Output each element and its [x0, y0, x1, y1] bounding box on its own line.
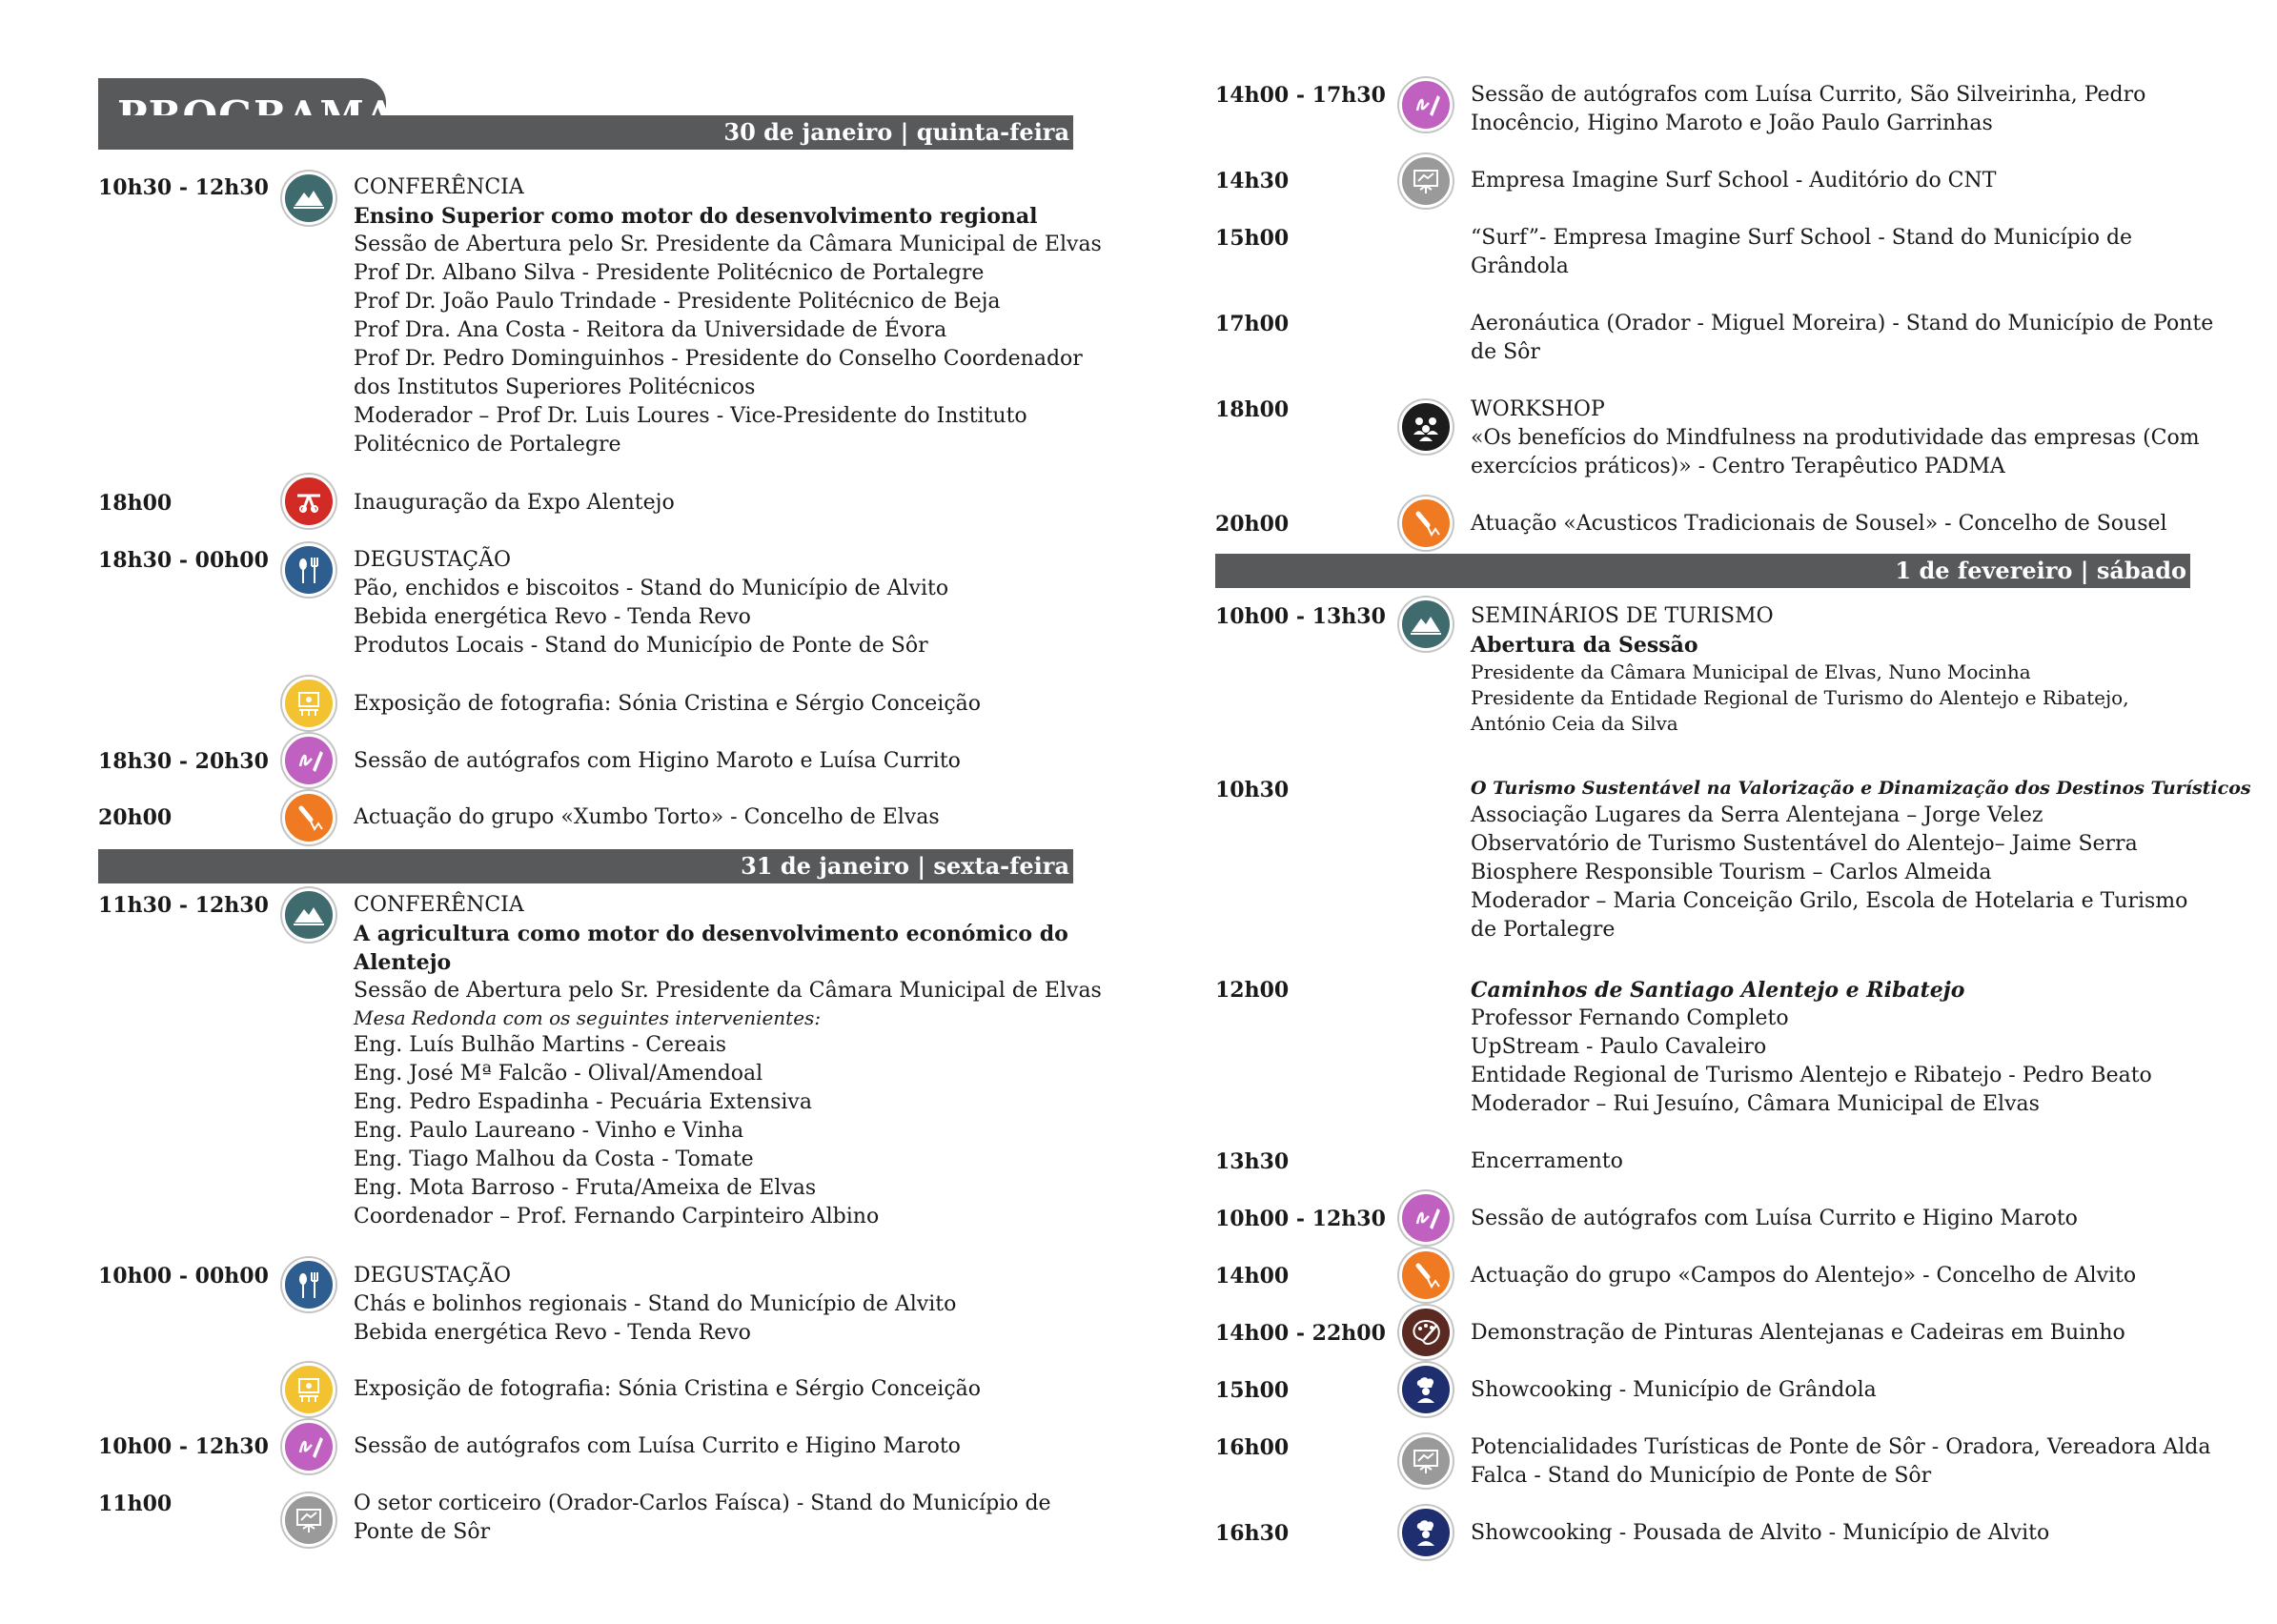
event-title: Alentejo — [354, 950, 452, 975]
event-line: Bebida energética Revo - Tenda Revo — [354, 605, 751, 629]
event-line: UpStream - Paulo Cavaleiro — [1471, 1035, 1767, 1059]
event-aeronautica — [1471, 310, 2214, 367]
event-title: A agricultura como motor do desenvolvimento económico do — [354, 922, 1068, 946]
event-seminarios-turismo — [1471, 602, 2195, 737]
event-line: Eng. José Mª Falcão - Olival/Amendoal — [354, 1062, 763, 1086]
event-time: 10h30 — [1215, 778, 1290, 802]
event-title: Inauguração da Expo Alentejo — [354, 491, 675, 515]
event-time: 15h00 — [1215, 1378, 1290, 1403]
event-performance — [354, 803, 1078, 832]
event-category: WORKSHOP — [1471, 397, 1605, 421]
event-line: Sessão de Abertura pelo Sr. Presidente da Câmara Municipal de Elvas — [354, 979, 1102, 1003]
cutlery-icon — [282, 543, 335, 597]
event-time: 10h00 - 12h30 — [98, 1434, 269, 1459]
event-pinturas — [1471, 1319, 2195, 1348]
workshop-group-icon — [1399, 400, 1453, 454]
microphone-icon — [282, 791, 335, 844]
chef-icon — [1399, 1363, 1453, 1416]
event-time: 17h00 — [1215, 312, 1290, 336]
event-time: 16h30 — [1215, 1521, 1290, 1546]
event-line: de Portalegre — [1471, 918, 1616, 942]
event-line: Prof Dr. Albano Silva - Presidente Politécnico de Portalegre — [354, 261, 985, 285]
mountain-icon — [1399, 598, 1453, 651]
event-line: dos Institutos Superiores Politécnicos — [354, 376, 756, 399]
event-title: Potencialidades Turísticas de Ponte de Sôr - Oradora, Vereadora Alda — [1471, 1435, 2211, 1459]
event-line: Moderador – Maria Conceição Grilo, Escola de Hotelaria e Turismo — [1471, 889, 2188, 913]
event-time: 14h00 - 17h30 — [1215, 83, 1386, 108]
event-title: Abertura da Sessão — [1471, 633, 1698, 658]
event-time: 10h00 - 12h30 — [1215, 1207, 1386, 1231]
event-line: Observatório de Turismo Sustentável do Alentejo– Jaime Serra — [1471, 832, 2138, 856]
event-imagine-surf — [1471, 167, 2195, 195]
event-line: António Ceia da Silva — [1471, 712, 1678, 735]
event-title: «Os benefícios do Mindfulness na produtividade das empresas (Com — [1471, 426, 2200, 450]
event-time: 18h00 — [98, 491, 173, 516]
event-category: CONFERÊNCIA — [354, 175, 524, 199]
event-potencialidades — [1471, 1433, 2211, 1491]
event-line: Moderador – Prof Dr. Luis Loures - Vice-Presidente do Instituto — [354, 404, 1027, 428]
presentation-board-icon — [1399, 1434, 1453, 1488]
event-photo-exhibition — [354, 690, 1078, 719]
event-line: Biosphere Responsible Tourism – Carlos Almeida — [1471, 861, 1992, 884]
event-time: 14h00 — [1215, 1264, 1290, 1289]
event-line: Eng. Paulo Laureano - Vinho e Vinha — [354, 1119, 744, 1143]
event-line: Pão, enchidos e biscoitos - Stand do Município de Alvito — [354, 577, 949, 600]
event-line: Chás e bolinhos regionais - Stand do Município de Alvito — [354, 1292, 957, 1316]
event-title: Showcooking - Município de Grândola — [1471, 1378, 1877, 1402]
event-title: Sessão de autógrafos com Luísa Currito, São Silveirinha, Pedro — [1471, 83, 2146, 107]
day-bar-30-janeiro: 30 de janeiro | quinta-feira — [98, 115, 1073, 150]
event-time: 18h30 - 20h30 — [98, 749, 269, 774]
event-title: Sessão de autógrafos com Luísa Currito e Higino Maroto — [1471, 1207, 2078, 1230]
microphone-icon — [1399, 1248, 1453, 1302]
event-turismo-sustentavel — [1471, 776, 2251, 944]
event-line: Coordenador – Prof. Fernando Carpinteiro Albino — [354, 1205, 880, 1228]
event-title: Encerramento — [1471, 1149, 1623, 1173]
event-setor-corticeiro — [354, 1490, 1078, 1547]
photo-exhibition-icon — [282, 677, 335, 730]
mountain-icon — [282, 172, 335, 225]
event-title: Exposição de fotografia: Sónia Cristina e Sérgio Conceição — [354, 1377, 982, 1401]
event-autographs-4 — [1471, 1205, 2195, 1233]
event-line: Eng. Tiago Malhou da Costa - Tomate — [354, 1147, 754, 1171]
event-title: Demonstração de Pinturas Alentejanas e Cadeiras em Buinho — [1471, 1321, 2125, 1345]
palette-icon — [1399, 1306, 1453, 1359]
event-line: Associação Lugares da Serra Alentejana – Jorge Velez — [1471, 803, 2043, 827]
event-time: 14h00 - 22h00 — [1215, 1321, 1386, 1346]
event-time: 18h30 - 00h00 — [98, 548, 269, 573]
event-category: CONFERÊNCIA — [354, 893, 524, 917]
event-line: Inocêncio, Higino Maroto e João Paulo Garrinhas — [1471, 112, 1993, 135]
event-line: Moderador – Rui Jesuíno, Câmara Municipal de Elvas — [1471, 1092, 2040, 1116]
event-line: Politécnico de Portalegre — [354, 433, 621, 457]
event-time: 11h00 — [98, 1492, 173, 1516]
presentation-board-icon — [282, 1493, 335, 1547]
event-acusticos — [1471, 510, 2195, 538]
event-time: 13h30 — [1215, 1149, 1290, 1174]
event-degustacao-2 — [354, 1262, 1078, 1348]
event-line: Bebida energética Revo - Tenda Revo — [354, 1321, 751, 1345]
event-category: SEMINÁRIOS DE TURISMO — [1471, 604, 1774, 628]
event-line: Ponte de Sôr — [354, 1520, 491, 1544]
microphone-icon — [1399, 497, 1453, 550]
autograph-pen-icon — [1399, 78, 1453, 132]
event-campos-alentejo — [1471, 1262, 2195, 1290]
event-time: 18h00 — [1215, 397, 1290, 422]
autograph-pen-icon — [1399, 1191, 1453, 1245]
event-title: Ensino Superior como motor do desenvolvimento regional — [354, 204, 1038, 229]
event-time: 16h00 — [1215, 1435, 1290, 1460]
event-degustacao — [354, 546, 1078, 660]
event-time: 20h00 — [1215, 512, 1290, 537]
event-subtitle: Mesa Redonda com os seguintes intervenientes: — [354, 1006, 822, 1029]
event-autographs-2 — [354, 1432, 1078, 1461]
autograph-pen-icon — [282, 734, 335, 787]
event-autographs — [354, 747, 1078, 776]
event-surf-stand — [1471, 224, 2195, 281]
chef-icon — [1399, 1506, 1453, 1559]
event-line: Presidente da Câmara Municipal de Elvas, Nuno Mocinha — [1471, 660, 2031, 683]
event-time: 10h00 - 13h30 — [1215, 604, 1386, 629]
autograph-pen-icon — [282, 1420, 335, 1473]
event-inauguration — [354, 489, 1078, 518]
event-line: Entidade Regional de Turismo Alentejo e Ribatejo - Pedro Beato — [1471, 1064, 2152, 1087]
event-line: de Sôr — [1471, 340, 1540, 364]
event-line: Prof Dr. Pedro Dominguinhos - Presidente do Conselho Coordenador — [354, 347, 1083, 371]
photo-exhibition-icon — [282, 1363, 335, 1416]
event-conference-ensino — [354, 173, 1102, 459]
event-line: Grândola — [1471, 254, 1569, 278]
day-bar-1-fevereiro: 1 de fevereiro | sábado — [1215, 554, 2190, 588]
event-title: “Surf”- Empresa Imagine Surf School - Stand do Município de — [1471, 226, 2133, 250]
event-title: Exposição de fotografia: Sónia Cristina e Sérgio Conceição — [354, 692, 982, 716]
presentation-board-icon — [1399, 154, 1453, 208]
event-autographs-3 — [1471, 81, 2195, 138]
event-line: exercícios práticos)» - Centro Terapêutico PADMA — [1471, 455, 2005, 478]
event-title: Atuação «Acusticos Tradicionais de Sousel» - Concelho de Sousel — [1471, 512, 2167, 536]
event-showcooking-alvito — [1471, 1519, 2195, 1548]
event-line: Prof Dra. Ana Costa - Reitora da Universidade de Évora — [354, 318, 947, 342]
event-time: 15h00 — [1215, 226, 1290, 251]
event-title: O setor corticeiro (Orador-Carlos Faísca) - Stand do Município de — [354, 1492, 1051, 1515]
ribbon-scissors-icon — [282, 475, 335, 528]
event-workshop — [1471, 396, 2200, 481]
event-title: Showcooking - Pousada de Alvito - Município de Alvito — [1471, 1521, 2050, 1545]
event-title: Aeronáutica (Orador - Miguel Moreira) - Stand do Município de Ponte — [1471, 312, 2214, 335]
event-title: O Turismo Sustentável na Valorização e Dinamização dos Destinos Turísticos — [1471, 778, 2251, 799]
event-line: Sessão de Abertura pelo Sr. Presidente da Câmara Municipal de Elvas — [354, 233, 1102, 256]
event-line: Eng. Pedro Espadinha - Pecuária Extensiva — [354, 1090, 812, 1114]
event-encerramento — [1471, 1147, 2195, 1176]
cutlery-icon — [282, 1258, 335, 1311]
event-time: 14h30 — [1215, 169, 1290, 193]
event-title: Actuação do grupo «Xumbo Torto» - Concelho de Elvas — [354, 805, 940, 829]
event-time: 11h30 - 12h30 — [98, 893, 269, 918]
event-time: 12h00 — [1215, 978, 1290, 1003]
event-line: Produtos Locais - Stand do Município de Ponte de Sôr — [354, 634, 928, 658]
event-time: 20h00 — [98, 805, 173, 830]
event-line: Prof Dr. João Paulo Trindade - Presidente Politécnico de Beja — [354, 290, 1001, 314]
event-time: 10h00 - 00h00 — [98, 1264, 269, 1289]
event-photo-exhibition-2 — [354, 1375, 1078, 1404]
event-title: Sessão de autógrafos com Luísa Currito e Higino Maroto — [354, 1434, 961, 1458]
event-showcooking-grandola — [1471, 1376, 2195, 1405]
event-title: Empresa Imagine Surf School - Auditório do CNT — [1471, 169, 1997, 193]
event-category: DEGUSTAÇÃO — [354, 548, 511, 572]
event-line: Falca - Stand do Município de Ponte de Sôr — [1471, 1464, 1932, 1488]
event-title: Caminhos de Santiago Alentejo e Ribatejo — [1471, 978, 1965, 1003]
event-time: 10h30 - 12h30 — [98, 175, 269, 200]
event-title: Actuação do grupo «Campos do Alentejo» - Concelho de Alvito — [1471, 1264, 2137, 1288]
event-category: DEGUSTAÇÃO — [354, 1264, 511, 1288]
event-caminhos-santiago — [1471, 976, 2195, 1119]
day-bar-31-janeiro: 31 de janeiro | sexta-feira — [98, 849, 1073, 883]
event-line: Eng. Luís Bulhão Martins - Cereais — [354, 1033, 727, 1057]
mountain-icon — [282, 888, 335, 942]
event-line: Eng. Mota Barroso - Fruta/Ameixa de Elvas — [354, 1176, 817, 1200]
event-line: Presidente da Entidade Regional de Turismo do Alentejo e Ribatejo, — [1471, 686, 2129, 709]
event-conference-agricultura — [354, 891, 1102, 1231]
event-line: Professor Fernando Completo — [1471, 1006, 1789, 1030]
event-title: Sessão de autógrafos com Higino Maroto e Luísa Currito — [354, 749, 961, 773]
